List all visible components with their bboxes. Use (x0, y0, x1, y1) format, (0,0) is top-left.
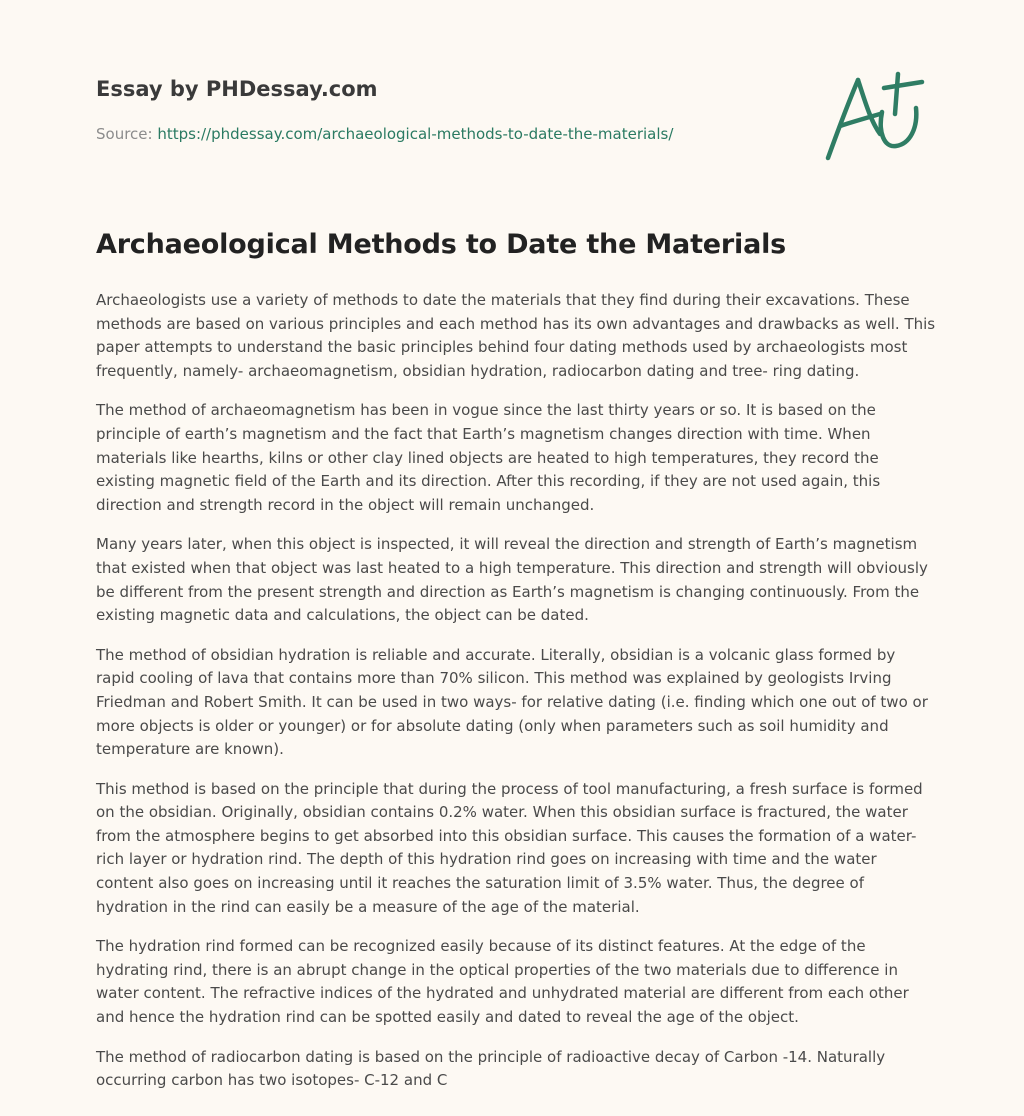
page-header (96, 74, 796, 144)
article-paragraph: The method of radiocarbon dating is based on the principle of radioactive decay of Carbon -14. Naturally occurring carbon has two isotopes- C-12 and C (96, 1047, 886, 1090)
source-link[interactable]: https://phdessay.com/archaeological-methods-to-date-the-materials/ (157, 125, 674, 143)
article (96, 226, 936, 1109)
article-paragraph: This method is based on the principle that during the process of tool manufacturing, a fresh surface is formed on the obsidian. Originally, obsidian contains 0.2% water. When this obsidian surface is fractured, the water from the atmosphere begins to get absorbed into this obsidian surface. This causes the formation of a water- rich layer or hydration rind. The depth of this hydration rind goes on increasing with time and the water content also goes on increasing until it reaches the saturation limit of 3.5% water. Thus, the degree of hydration in the rind can easily be a measure of the age of the material. (96, 779, 923, 916)
article-paragraph: Archaeologists use a variety of methods to date the materials that they find during their excavations. These methods are based on various principles and each method has its own advantages and drawbacks as well. This paper attempts to understand the basic principles behind four dating methods used by archaeologists most frequently, namely- archaeomagnetism, obsidian hydration, radiocarbon dating and tree- ring dating. (96, 291, 936, 380)
a-plus-logo-icon (822, 68, 928, 164)
article-title: Archaeological Methods to Date the Materials (96, 229, 787, 260)
article-paragraph: The method of obsidian hydration is reliable and accurate. Literally, obsidian is a volcanic glass formed by rapid cooling of lava that contains more than 70% silicon. This method was explained by geologists Irving Friedman and Robert Smith. It can be used in two ways- for relative dating (i.e. finding which one out of two or more objects is older or younger) or for absolute dating (only when parameters such as soil humidity and temperature are known). (96, 645, 928, 759)
article-paragraph: The hydration rind formed can be recognized easily because of its distinct features. At the edge of the hydrating rind, there is an abrupt change in the optical properties of the two materials due to difference in water content. The refractive indices of the hydrated and unhydrated material are different from each other and hence the hydration rind can be spotted easily and dated to reveal the age of the object. (96, 937, 909, 1027)
article-paragraph: The method of archaeomagnetism has been in vogue since the last thirty years or so. It is based on the principle of earth’s magnetism and the fact that Earth’s magnetism changes direction with time. When materials like hearths, kilns or other clay lined objects are heated to high temperatures, they record the existing magnetic field of the Earth and its direction. After this recording, if they are not used again, this direction and strength record in the object will remain unchanged. (96, 401, 881, 514)
source-line (96, 124, 796, 144)
article-paragraph: Many years later, when this object is inspected, it will reveal the direction and strength of Earth’s magnetism that existed when that object was last heated to a high temperature. This direction and strength will obviously be different from the present strength and direction as Earth’s magnetism is changing continuously. From the existing magnetic data and calculations, the object can be dated. (96, 535, 928, 625)
site-title: Essay by PHDessay.com (96, 77, 378, 101)
source-label: Source: (96, 125, 158, 143)
